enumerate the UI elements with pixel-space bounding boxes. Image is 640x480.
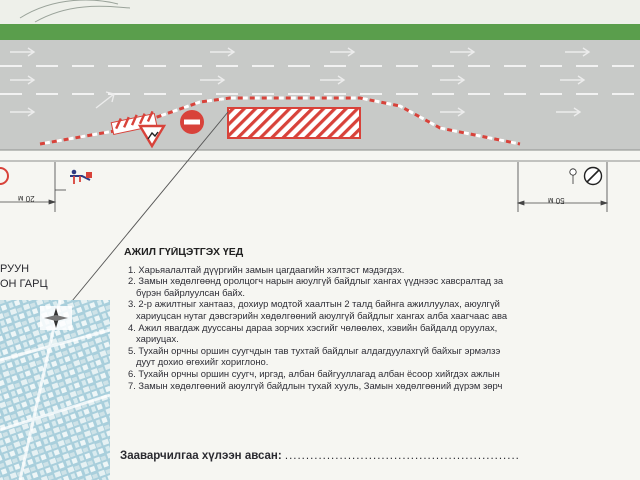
instructions-panel xyxy=(118,247,640,391)
instruction-item: бүрэн байрлуулсан байх. xyxy=(136,286,246,298)
speed-sign-icon xyxy=(570,169,576,184)
sign-off-line xyxy=(120,450,520,462)
instructions-title: АЖИЛ ГҮЙЦЭТГЭХ ҮЕД xyxy=(124,247,244,258)
pedestrian-icon xyxy=(70,170,92,184)
instruction-item: 4. Ажил явагдаж дууссаны дараа зорчих хэсгийг чөлөөлөх, хэвийн байдалд оруулах, xyxy=(128,321,498,333)
green-median xyxy=(0,24,640,40)
instruction-item: 2. Замын хөдөлгөөнд оролцогч нарын аюулгүй байдлыг хангах үүднээс хавсралтад за xyxy=(128,275,504,287)
side-title-line-1: РУУН xyxy=(0,263,30,275)
instruction-item: 5. Тухайн орчны оршин суугчдын тав тухтай байдлыг алдагдуулахгүй байхыг эрмэлзэ xyxy=(128,344,501,356)
dimension-label-left: 20 м xyxy=(18,194,35,203)
instruction-item: хариуцах. xyxy=(136,333,179,345)
sign-off-dots: ........................................................ xyxy=(284,450,520,462)
compass-icon xyxy=(40,306,72,330)
no-entry-sign-icon xyxy=(180,110,204,134)
sign-off-label: Зааварчилгаа хүлээн авсан: xyxy=(120,450,282,462)
end-restriction-sign-icon xyxy=(585,168,602,185)
dimension-label-right: 50 м xyxy=(548,196,565,205)
side-title-line-2: ОН ГАРЦ xyxy=(0,278,48,290)
instruction-item: 1. Харьяалалтай дүүргийн замын цагдаагийн хэлтэст мэдэгдэх. xyxy=(128,263,405,275)
instruction-item: 3. 2-р ажилтныг хантааз, дохиур модтой хаалтын 2 талд байнга ажиллуулах, аюулгүй xyxy=(128,298,500,310)
instruction-item: 7. Замын хөдөлгөөний аюулгүй байдлын тухай хууль, Замын хөдөлгөөний дүрэм зөрч xyxy=(128,379,503,391)
instruction-item: хариуцсан нутаг дэвсгэрийн хөдөлгөөний аюулгүй байдлыг хангах алба хаагчаас ава xyxy=(136,309,508,321)
work-zone xyxy=(228,108,360,138)
partial-sign-icon xyxy=(0,168,8,184)
instruction-item: дуут дохио өгөхийг хориглоно. xyxy=(136,356,269,368)
instruction-item: 6. Тухайн орчны оршин суугч, иргэд, албан байгууллагад албан ёсоор хийгдэх ажлын xyxy=(128,367,500,379)
